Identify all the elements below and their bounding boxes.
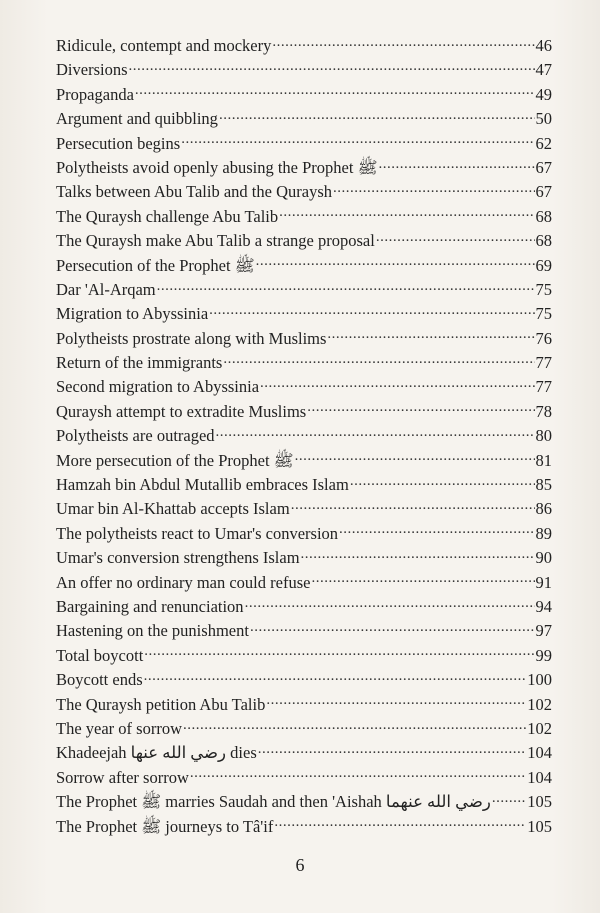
toc-entry-page: 75 [535, 279, 552, 299]
toc-entry-page: 91 [535, 572, 552, 592]
toc-entry-title: Return of the immigrants [56, 353, 223, 373]
dot-leader [250, 620, 535, 637]
toc-entry-title: The polytheists react to Umar's conversion [56, 523, 339, 543]
toc-entry-page: 81 [535, 450, 552, 470]
toc-entry-title: Khadeejah رضي الله عنها dies [56, 743, 257, 763]
toc-entry-page: 89 [535, 523, 552, 543]
toc-entry-title: Dar 'Al-Arqam [56, 279, 156, 299]
toc-entry [56, 619, 552, 643]
dot-leader [245, 595, 535, 612]
toc-entry [56, 522, 552, 546]
toc-entry-title: Persecution begins [56, 133, 181, 153]
toc-entry-title: Umar bin Al-Khattab accepts Islam [56, 499, 290, 519]
toc-entry [56, 766, 552, 790]
toc-entry-title: More persecution of the Prophet ﷺ [56, 450, 294, 470]
toc-entry-page: 49 [535, 84, 552, 104]
toc-entry [56, 351, 552, 375]
toc-entry [56, 668, 552, 692]
toc-entry-page: 75 [535, 304, 552, 324]
toc-entry [56, 107, 552, 131]
toc-entry [56, 717, 552, 741]
toc-entry-page: 77 [535, 353, 552, 373]
toc-entry [56, 327, 552, 351]
toc-entry [56, 58, 552, 82]
toc-entry-title: The Quraysh petition Abu Talib [56, 694, 266, 714]
toc-entry-title: Polytheists are outraged [56, 426, 215, 446]
dot-leader [279, 205, 534, 222]
toc-entry-title: Talks between Abu Talib and the Quraysh [56, 182, 332, 202]
table-of-contents [56, 34, 552, 839]
toc-entry [56, 595, 552, 619]
toc-entry-page: 102 [527, 718, 552, 738]
toc-entry-page: 47 [535, 60, 552, 80]
toc-entry [56, 449, 552, 473]
toc-entry-page: 67 [535, 182, 552, 202]
toc-entry-page: 97 [535, 621, 552, 641]
toc-entry-title: Quraysh attempt to extradite Muslims [56, 401, 307, 421]
toc-entry-title: Polytheists avoid openly abusing the Prophet ﷺ [56, 157, 378, 177]
dot-leader [157, 278, 535, 295]
toc-entry [56, 278, 552, 302]
dot-leader [190, 766, 526, 783]
page-number: 6 [295, 855, 305, 875]
toc-entry-page: 104 [527, 743, 552, 763]
toc-entry [56, 132, 552, 156]
dot-leader [181, 132, 534, 149]
toc-entry-title: The Quraysh challenge Abu Talib [56, 206, 279, 226]
toc-entry-title: Second migration to Abyssinia [56, 377, 260, 397]
toc-entry-page: 102 [527, 694, 552, 714]
toc-entry-page: 68 [535, 231, 552, 251]
dot-leader [492, 791, 526, 808]
toc-entry-page: 104 [527, 767, 552, 787]
toc-entry-page: 86 [535, 499, 552, 519]
toc-entry-page: 100 [527, 670, 552, 690]
toc-entry-page: 94 [535, 596, 552, 616]
toc-entry [56, 815, 552, 839]
dot-leader [272, 35, 534, 52]
toc-entry [56, 693, 552, 717]
dot-leader [144, 669, 527, 686]
toc-entry-title: Propaganda [56, 84, 134, 104]
toc-entry-title: Total boycott [56, 645, 144, 665]
dot-leader [260, 376, 534, 393]
dot-leader [333, 181, 535, 198]
toc-entry [56, 644, 552, 668]
dot-leader [339, 522, 534, 539]
toc-entry-page: 90 [535, 548, 552, 568]
toc-entry-page: 46 [535, 36, 552, 55]
toc-entry [56, 83, 552, 107]
toc-entry [56, 156, 552, 180]
toc-entry-title: Bargaining and renunciation [56, 596, 244, 616]
dot-leader [350, 474, 535, 491]
dot-leader [311, 571, 534, 588]
dot-leader [379, 156, 535, 173]
dot-leader [183, 717, 526, 734]
dot-leader [209, 303, 534, 320]
toc-entry-page: 80 [535, 426, 552, 446]
toc-entry-title: Argument and quibbling [56, 109, 218, 129]
toc-entry-page: 78 [535, 401, 552, 421]
dot-leader [144, 644, 534, 661]
dot-leader [219, 108, 535, 125]
toc-entry-page: 77 [535, 377, 552, 397]
toc-entry-page: 69 [535, 255, 552, 275]
toc-entry-title: Polytheists prostrate along with Muslims [56, 328, 327, 348]
toc-entry-page: 50 [535, 109, 552, 129]
toc-entry [56, 400, 552, 424]
toc-entry-page: 85 [535, 475, 552, 495]
toc-entry-title: Umar's conversion strengthens Islam [56, 548, 300, 568]
toc-entry [56, 229, 552, 253]
dot-leader [135, 83, 535, 100]
dot-leader [291, 498, 535, 515]
toc-entry [56, 302, 552, 326]
dot-leader [129, 59, 535, 76]
toc-entry [56, 473, 552, 497]
toc-entry [56, 34, 552, 58]
toc-entry-page: 68 [535, 206, 552, 226]
dot-leader [258, 742, 527, 759]
dot-leader [376, 230, 535, 247]
dot-leader [295, 449, 535, 466]
dot-leader [327, 327, 534, 344]
toc-entry [56, 424, 552, 448]
dot-leader [256, 254, 535, 271]
toc-entry-page: 76 [535, 328, 552, 348]
toc-entry-title: Hamzah bin Abdul Mutallib embraces Islam [56, 475, 349, 495]
toc-entry-title: An offer no ordinary man could refuse [56, 572, 311, 592]
toc-entry-title: The year of sorrow [56, 718, 182, 738]
toc-entry-title: Migration to Abyssinia [56, 304, 209, 324]
dot-leader [301, 547, 535, 564]
toc-entry-title: The Prophet ﷺ journeys to Tâ'if [56, 816, 274, 836]
toc-entry-title: The Prophet ﷺ marries Saudah and then 'Aishah رضي الله عنهما [56, 792, 491, 812]
toc-entry-title: Persecution of the Prophet ﷺ [56, 255, 255, 275]
toc-entry [56, 497, 552, 521]
dot-leader [216, 425, 535, 442]
toc-entry-page: 105 [527, 816, 552, 836]
dot-leader [274, 815, 526, 832]
toc-entry-page: 62 [535, 133, 552, 153]
dot-leader [223, 352, 534, 369]
toc-entry [56, 180, 552, 204]
toc-entry-title: Sorrow after sorrow [56, 767, 189, 787]
toc-entry [56, 375, 552, 399]
dot-leader [266, 693, 526, 710]
toc-entry [56, 790, 552, 814]
toc-entry-page: 67 [535, 157, 552, 177]
toc-entry-title: Boycott ends [56, 670, 143, 690]
toc-entry [56, 741, 552, 765]
toc-entry-page: 99 [535, 645, 552, 665]
toc-entry-title: Hastening on the punishment [56, 621, 249, 641]
toc-entry-page: 105 [527, 792, 552, 812]
toc-entry [56, 571, 552, 595]
toc-entry-title: Ridicule, contempt and mockery [56, 36, 272, 55]
toc-entry [56, 205, 552, 229]
toc-entry-title: Diversions [56, 60, 128, 80]
toc-entry [56, 254, 552, 278]
dot-leader [307, 400, 534, 417]
toc-entry-title: The Quraysh make Abu Talib a strange proposal [56, 231, 375, 251]
toc-entry [56, 546, 552, 570]
